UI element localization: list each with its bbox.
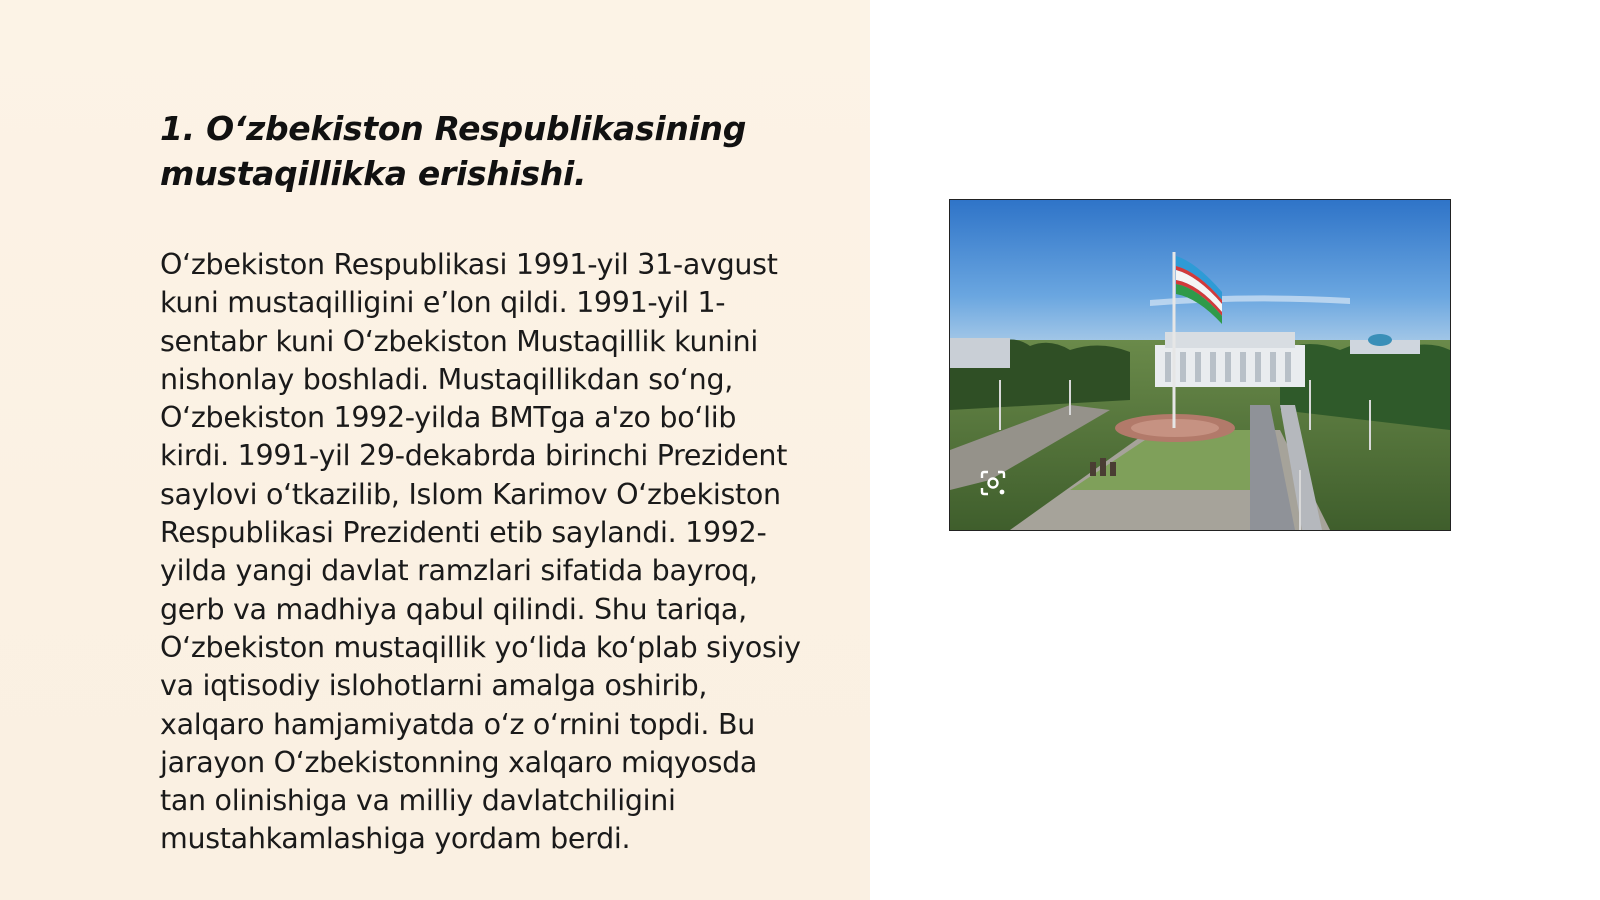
body-text-line: xalqaro hamjamiyatda o‘z o‘rnini topdi. Bu: [160, 707, 755, 741]
body-text-line: saylovi o‘tkazilib, Islom Karimov O‘zbekiston: [160, 477, 781, 511]
slide-title: 1. O‘zbekiston Respublikasining mustaqillikka erishishi.: [160, 109, 747, 193]
slide-body-text: [160, 246, 840, 859]
body-text-line: Respublikasi Prezidenti etib saylandi. 1992-: [160, 516, 767, 550]
independence-square-photo: [950, 200, 1450, 530]
body-text-line: mustahkamlashiga yordam berdi.: [160, 822, 631, 856]
body-text-line: nishonlay boshladi. Mustaqillikdan so‘ng,: [160, 362, 733, 396]
body-text-line: O‘zbekiston mustaqillik yo‘lida ko‘plab siyosiy: [160, 630, 801, 664]
body-text-line: kuni mustaqilligini e’lon qildi. 1991-yil 1-: [160, 286, 726, 320]
body-text-line: sentabr kuni O‘zbekiston Mustaqillik kunini: [160, 324, 758, 358]
body-text-line: va iqtisodiy islohotlarni amalga oshirib,: [160, 669, 708, 703]
body-text-line: yilda yangi davlat ramzlari sifatida bayroq,: [160, 554, 758, 588]
lens-icon[interactable]: [978, 468, 1008, 498]
body-text-line: gerb va madhiya qabul qilindi. Shu tariqa,: [160, 592, 747, 626]
body-text-line: jarayon O‘zbekistonning xalqaro miqyosda: [160, 745, 758, 779]
body-text-line: kirdi. 1991-yil 29-dekabrda birinchi Prezident: [160, 439, 788, 473]
body-text-line: O‘zbekiston 1992-yilda BMTga a'zo bo‘lib: [160, 401, 737, 435]
body-text-line: O‘zbekiston Respublikasi 1991-yil 31-avgust: [160, 248, 778, 281]
body-text-line: tan olinishiga va milliy davlatchiligini: [160, 784, 676, 818]
